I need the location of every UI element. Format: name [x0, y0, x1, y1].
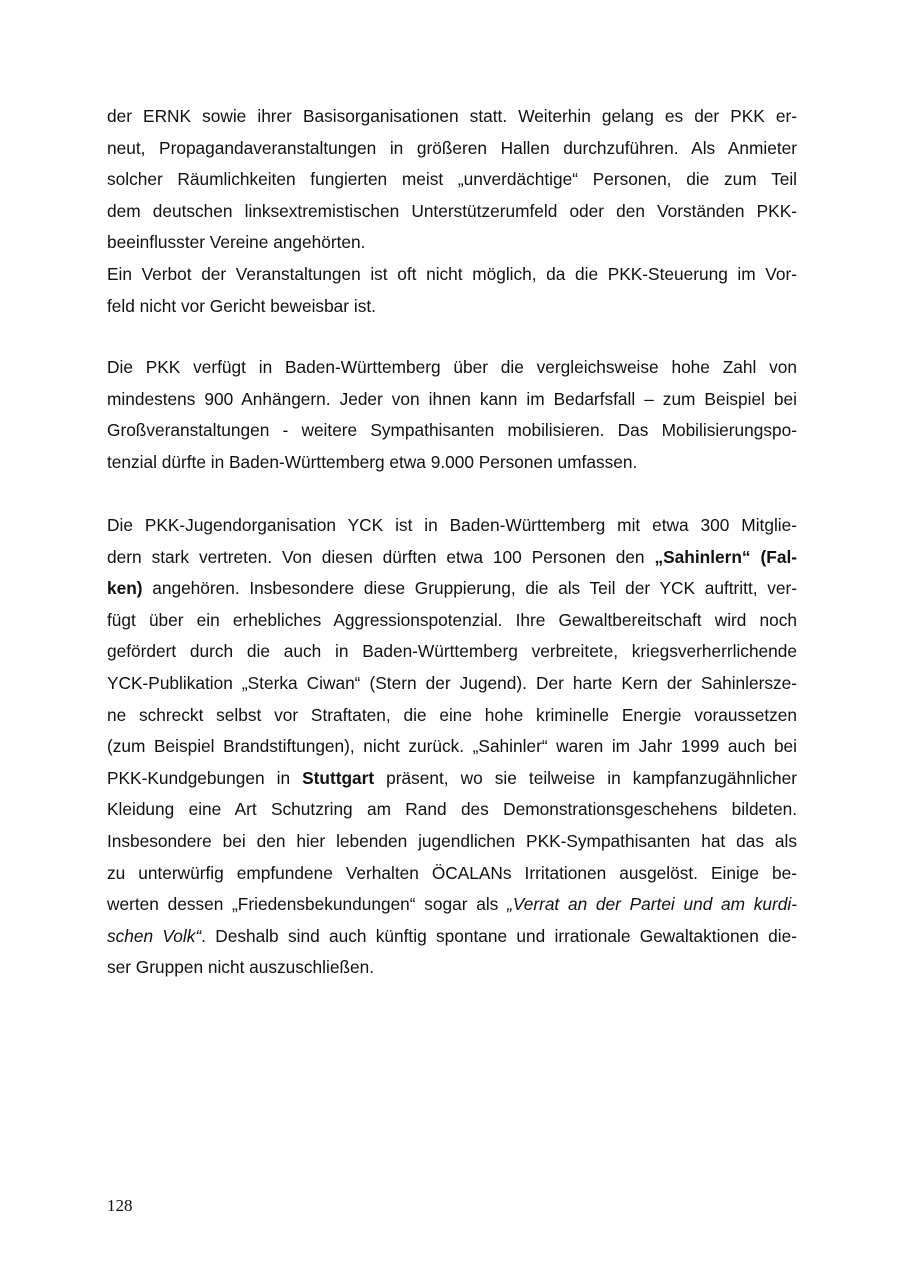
- text-segment: zu unterwürfig empfundene Verhalten ÖCALANs Irritationen ausgelöst. Einige be-: [107, 862, 797, 883]
- text-segment: . Deshalb sind auch künftig spontane und irrationale Gewaltaktionen die-: [201, 925, 797, 946]
- bold-text: ken): [107, 578, 143, 599]
- text-line: [107, 227, 797, 259]
- text-line: [107, 952, 797, 984]
- text-segment: (zum Beispiel Brandstiftungen), nicht zurück. „Sahinler“ waren im Jahr 1999 auch bei: [107, 736, 797, 757]
- text-line: [107, 133, 797, 165]
- text-segment: tenzial dürfte in Baden-Württemberg etwa 9.000 Personen umfassen.: [107, 451, 638, 472]
- text-line: [107, 196, 797, 228]
- text-segment: Ein Verbot der Veranstaltungen ist oft nicht möglich, da die PKK-Steuerung im Vor-: [107, 263, 797, 284]
- text-line: [107, 731, 797, 763]
- italic-text: schen Volk“: [107, 925, 202, 946]
- text-segment: Großveranstaltungen - weitere Sympathisanten mobilisieren. Das Mobilisierungspo-: [107, 420, 797, 441]
- text-line: [107, 794, 797, 826]
- text-segment: Die PKK-Jugendorganisation YCK ist in Baden-Württemberg mit etwa 300 Mitglie-: [107, 515, 797, 535]
- text-segment: ser Gruppen nicht auszuschließen.: [107, 957, 375, 978]
- bold-text: Stuttgart: [302, 767, 375, 788]
- text-segment: werten dessen „Friedensbekundungen“ sogar als: [107, 894, 508, 915]
- text-segment: Insbesondere bei den hier lebenden jugendlichen PKK-Sympathisanten hat das als: [107, 830, 797, 851]
- text-line: [107, 826, 797, 858]
- text-line: [107, 542, 797, 574]
- text-segment: der ERNK sowie ihrer Basisorganisationen statt. Weiterhin gelang es der PKK er-: [107, 106, 797, 126]
- text-segment: beeinflusster Vereine angehörten.: [107, 232, 366, 253]
- paragraph-1: [107, 101, 797, 322]
- text-line: [107, 352, 797, 384]
- text-segment: angehören. Insbesondere diese Gruppierung, die als Teil der YCK auftritt, ver-: [142, 578, 797, 599]
- text-segment: Kleidung eine Art Schutzring am Rand des Demonstrationsgeschehens bildeten.: [107, 799, 797, 820]
- text-line: [107, 668, 797, 700]
- paragraph-2: [107, 352, 797, 478]
- text-line: [107, 921, 797, 953]
- text-segment: Die PKK verfügt in Baden-Württemberg über die vergleichsweise hohe Zahl von: [107, 357, 797, 377]
- text-line: [107, 889, 797, 921]
- text-line: [107, 858, 797, 890]
- text-line: [107, 384, 797, 416]
- text-segment: fügt über ein erhebliches Aggressionspotenzial. Ihre Gewaltbereitschaft wird noch: [107, 609, 797, 630]
- text-segment: mindestens 900 Anhängern. Jeder von ihnen kann im Bedarfsfall – zum Beispiel bei: [107, 388, 797, 409]
- page-number: 128: [107, 1196, 133, 1215]
- text-segment: feld nicht vor Gericht beweisbar ist.: [107, 295, 376, 316]
- text-line: [107, 291, 797, 323]
- bold-text: „Sahinlern“ (Fal-: [654, 546, 797, 567]
- text-line: [107, 447, 797, 479]
- text-segment: dern stark vertreten. Von diesen dürften etwa 100 Personen den: [107, 546, 655, 567]
- text-line: [107, 259, 797, 291]
- italic-text: „Verrat an der Partei und am kurdi-: [507, 894, 798, 915]
- text-segment: YCK-Publikation „Sterka Ciwan“ (Stern der Jugend). Der harte Kern der Sahinlersze-: [107, 672, 797, 693]
- text-line: [107, 605, 797, 637]
- text-line: [107, 700, 797, 732]
- text-line: [107, 101, 797, 133]
- text-segment: dem deutschen linksextremistischen Unterstützerumfeld oder den Vorständen PKK-: [107, 200, 797, 221]
- text-segment: gefördert durch die auch in Baden-Württemberg verbreitete, kriegsverherrlichende: [107, 641, 797, 662]
- text-line: [107, 510, 797, 542]
- text-segment: ne schreckt selbst vor Straftaten, die eine hohe kriminelle Energie voraussetzen: [107, 704, 797, 725]
- text-line: [107, 164, 797, 196]
- text-line: [107, 636, 797, 668]
- text-segment: solcher Räumlichkeiten fungierten meist „unverdächtige“ Personen, die zum Teil: [107, 169, 797, 190]
- text-line: [107, 763, 797, 795]
- text-segment: präsent, wo sie teilweise in kampfanzugähnlicher: [374, 767, 797, 788]
- text-segment: neut, Propagandaveranstaltungen in größeren Hallen durchzuführen. Als Anmieter: [107, 137, 797, 158]
- text-segment: PKK-Kundgebungen in: [107, 767, 303, 788]
- text-line: [107, 415, 797, 447]
- text-line: [107, 573, 797, 605]
- paragraph-3: [107, 510, 797, 984]
